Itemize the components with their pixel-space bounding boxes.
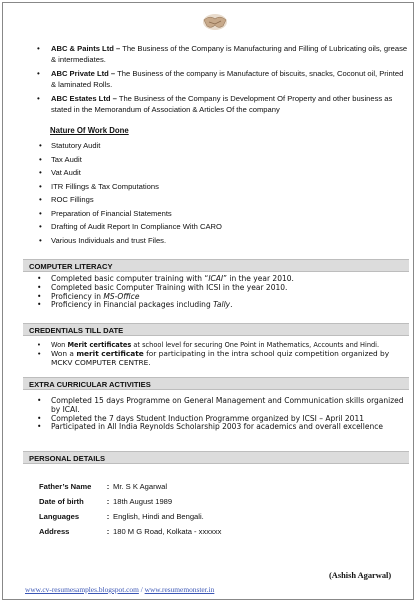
work-item-text: Drafting of Audit Report In Compliance With CARO bbox=[51, 222, 222, 231]
item-strong: Merit certificates bbox=[67, 341, 132, 349]
list-item: • Won Merit certificates at school level for securing One Point in Mathematics, Accounts and Hindi. bbox=[37, 341, 380, 349]
field-value: English, Hindi and Bengali. bbox=[113, 512, 204, 521]
field-label: Date of birth bbox=[39, 497, 84, 506]
extra-list bbox=[35, 397, 411, 432]
personal-row: Father’s Name : Mr. S K Agarwal bbox=[39, 482, 168, 491]
list-item: • Vat Audit bbox=[39, 168, 81, 177]
list-item: • Tax Audit bbox=[39, 154, 82, 164]
section-heading-extra-curricular: EXTRA CURRICULAR ACTIVITIES bbox=[23, 377, 409, 390]
section-heading-computer-literacy: COMPUTER LITERACY bbox=[23, 259, 409, 272]
item-text: Won bbox=[51, 341, 68, 349]
list-item: • Completed the 7 days Student Induction Programme organized by ICSI – April 2011 bbox=[37, 413, 365, 423]
item-text: for participating in the intra school quiz competition organized by MCKV COMPUTER CENTRE. bbox=[51, 348, 390, 367]
item-text: Proficiency in Financial packages including bbox=[51, 300, 214, 310]
item-text: Won a bbox=[51, 348, 77, 358]
list-item: • Completed basic computer training with “ICAI” in the year 2010. bbox=[37, 274, 294, 283]
work-item-text: Vat Audit bbox=[51, 168, 81, 177]
item-text: Completed basic Computer Training with ICSI in the year 2010. bbox=[51, 282, 288, 292]
list-item: • Participated in All India Reynolds Scholarship 2003 for academics and overall excellence bbox=[37, 422, 383, 432]
field-value: 180 M G Road, Kolkata - xxxxxx bbox=[113, 527, 222, 536]
work-item-text: Various Individuals and trust Files. bbox=[51, 235, 167, 245]
field-label: Address bbox=[39, 527, 70, 536]
list-item: • Completed 15 days Programme on General Management and Communication skills organized by ICAI. bbox=[37, 396, 404, 414]
client-name: ABC Private Ltd – bbox=[51, 69, 116, 78]
footer-link-resumemonster[interactable]: www.resumemonster.in bbox=[144, 585, 215, 594]
section-heading-credentials: CREDENTIALS TILL DATE bbox=[23, 323, 409, 336]
list-item: • ABC Estates Ltd – The Business of the Company is Development Of Property and other business as stated in the Memorandum of Association & Articles Of the company bbox=[37, 94, 393, 114]
client-name: ABC Estates Ltd – bbox=[51, 94, 117, 103]
list-item: • ITR Fillings & Tax Computations bbox=[39, 181, 159, 191]
item-emphasis: MS-Office bbox=[103, 291, 140, 301]
item-text: ” in the year 2010. bbox=[223, 274, 294, 283]
item-strong: merit certificate bbox=[76, 348, 144, 358]
computer-list bbox=[35, 275, 411, 310]
client-desc: The Business of the Company is Development Of Property and other business as stated in the Memorandum of Association & Articles Of the company bbox=[51, 94, 393, 114]
item-text: Participated in All India Reynolds Scholarship 2003 for academics and overall excellence bbox=[51, 422, 383, 432]
item-text: Completed the 7 days Student Induction Programme organized by ICSI – April 2011 bbox=[51, 413, 365, 423]
personal-row: Date of birth : 18th August 1989 bbox=[39, 497, 173, 506]
signature-name: (Ashish Agarwal) bbox=[329, 571, 392, 580]
list-item: • Proficiency in Financial packages including Tally. bbox=[37, 300, 233, 310]
client-name: ABC & Paints Ltd – bbox=[51, 44, 121, 53]
item-text: Completed 15 days Programme on General Management and Communication skills organized by ICAI. bbox=[51, 396, 404, 414]
work-item-text: ROC Fillings bbox=[51, 195, 94, 204]
work-item-text: Tax Audit bbox=[51, 154, 82, 164]
item-text: Completed basic computer training with “ bbox=[51, 274, 209, 283]
footer-separator: / bbox=[138, 585, 145, 594]
item-emphasis: Tally bbox=[213, 300, 231, 310]
work-item-text: ITR Fillings & Tax Computations bbox=[51, 181, 159, 191]
section-heading-personal-details: PERSONAL DETAILS bbox=[23, 451, 409, 464]
item-text: Proficiency in bbox=[51, 291, 104, 301]
work-item-text: Statutory Audit bbox=[51, 141, 101, 150]
handshake-icon bbox=[201, 11, 229, 33]
list-item: • Drafting of Audit Report In Compliance With CARO bbox=[39, 222, 222, 231]
footer-links bbox=[25, 585, 214, 594]
client-desc: The Business of the company is Manufacture of biscuits, snacks, Coconut oil, Printed & laminated Rolls. bbox=[51, 69, 404, 89]
footer-link-blogspot[interactable]: www.cv-resumesamples.blogspot.com bbox=[25, 585, 139, 594]
list-item: • ABC Private Ltd – The Business of the company is Manufacture of biscuits, snacks, Coconut oil, Printed & laminated Rolls. bbox=[37, 69, 404, 89]
field-label: Languages bbox=[39, 512, 80, 521]
list-item: • ROC Fillings bbox=[39, 195, 94, 204]
field-value: Mr. S K Agarwal bbox=[113, 482, 168, 491]
client-desc: The Business of the Company is Manufacturing and Filling of Lubricating oils, grease & intermediates. bbox=[51, 44, 408, 64]
list-item: • Statutory Audit bbox=[39, 141, 101, 150]
personal-row: Languages : English, Hindi and Bengali. bbox=[39, 512, 204, 521]
list-item: • Preparation of Financial Statements bbox=[39, 208, 172, 218]
list-item: • Completed basic Computer Training with ICSI in the year 2010. bbox=[37, 282, 288, 292]
list-item: • Proficiency in MS-Office bbox=[37, 291, 140, 301]
list-item: • Won a merit certificate for participating in the intra school quiz competition organized by MCKV COMPUTER CENTRE. bbox=[37, 348, 390, 367]
work-list bbox=[37, 139, 397, 247]
client-list bbox=[35, 43, 409, 118]
personal-row: Address : 180 M G Road, Kolkata - xxxxxx bbox=[39, 527, 222, 536]
list-item: • Various Individuals and trust Files. bbox=[39, 235, 167, 245]
nature-of-work-heading: Nature Of Work Done bbox=[50, 126, 129, 135]
resume-page bbox=[2, 2, 414, 600]
item-text: . bbox=[230, 300, 233, 310]
item-emphasis: ICAI bbox=[208, 274, 224, 283]
field-value: 18th August 1989 bbox=[113, 497, 173, 506]
item-text: at school level for securing One Point in Mathematics, Accounts and Hindi. bbox=[131, 341, 380, 349]
work-item-text: Preparation of Financial Statements bbox=[51, 208, 172, 218]
credentials-list bbox=[35, 341, 411, 367]
field-label: Father’s Name bbox=[39, 482, 92, 491]
list-item: • ABC & Paints Ltd – The Business of the Company is Manufacturing and Filling of Lubricating oils, grease & intermediates. bbox=[37, 44, 408, 64]
